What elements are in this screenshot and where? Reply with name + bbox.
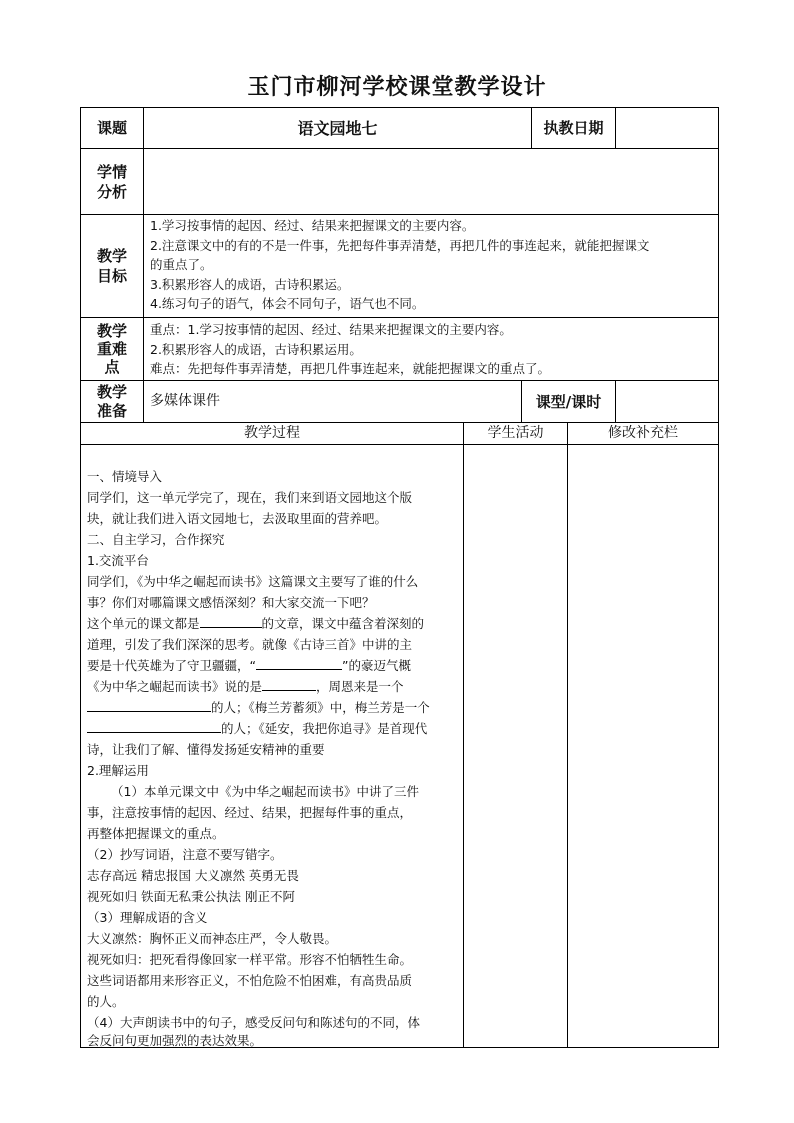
table-border-left (80, 107, 81, 1048)
analysis-label (92, 149, 132, 214)
keypoints-content (150, 320, 716, 379)
process-text: 要是十代英雄为了守卫疆疆，“ (87, 658, 256, 673)
process-line: 同学们，《为中华之崛起而读书》这篇课文主要写了谁的什么 (87, 574, 419, 589)
process-column-header: 教学过程 (244, 425, 300, 441)
process-line: 同学们，这一单元学完了，现在，我们来到语文园地这个版 (87, 490, 413, 505)
process-line: 块，就让我们进入语文园地七，去汲取里面的营养吧。 (87, 511, 388, 526)
process-line (87, 677, 459, 695)
analysis-label-text: 学情分析 (96, 162, 127, 201)
process-line: 1.交流平台 (87, 553, 149, 568)
process-text: 的人；《延安，我把你追寻》是首现代 (221, 721, 428, 736)
process-line: 道理，引发了我们深深的思考。就像《古诗三首》中讲的主 (87, 637, 413, 652)
column-divider (143, 107, 144, 423)
process-line: 视死如归：把死看得像回家一样平常。形容不怕牺牲生命。 (87, 952, 413, 967)
process-line (87, 656, 459, 674)
process-text: 的人；《梅兰芳蓄须》中，梅兰芳是一个 (211, 700, 430, 715)
goal-line: 1.学习按事情的起因、经过、结果来把握课文的主要内容。 (150, 218, 475, 233)
process-text: ，周恩来是一个 (316, 679, 404, 694)
process-line (87, 698, 459, 716)
teaching-date-value (616, 108, 718, 148)
goals-content (150, 216, 716, 314)
keypoint-line: 2.积累形容人的成语，古诗积累运用。 (150, 341, 362, 357)
goal-line: 2.注意课文中的有的不是一件事，先把每件事弄清楚，再把几件的事连起来，就能把握课文 (150, 237, 650, 253)
row-divider (80, 317, 719, 318)
student-activity-cell (464, 445, 567, 1047)
keypoints-label (92, 318, 132, 380)
teaching-date-label: 执教日期 (543, 119, 604, 137)
process-line: （2）抄写词语，注意不要写错字。 (87, 847, 283, 862)
page-title: 玉门市柳河学校课堂教学设计 (247, 75, 547, 100)
fill-blank (256, 657, 342, 670)
topic-label: 课题 (96, 119, 127, 137)
analysis-value (150, 152, 710, 210)
process-line: 会反问句更加强烈的表达效果。 (87, 1033, 263, 1048)
goal-line: 4.练习句子的语气，体会不同句子，语气也不同。 (150, 296, 425, 311)
keypoint-line: 难点：先把每件事弄清楚，再把几件事连起来，就能把握课文的重点了。 (150, 361, 551, 376)
revise-cell (568, 445, 718, 1047)
fill-blank (200, 615, 262, 628)
fill-blank (262, 678, 316, 691)
fill-blank (87, 699, 211, 712)
lesson-type-label: 课型/课时 (535, 392, 602, 411)
process-line: 二、自主学习，合作探究 (87, 532, 225, 547)
process-text: 这个单元的课文都是 (87, 616, 200, 631)
topic-value: 语文园地七 (297, 118, 378, 138)
process-line (87, 719, 459, 737)
process-line: （4）大声朗读书中的句子，感受反问句和陈述句的不同，体 (87, 1015, 420, 1030)
lesson-type-value (616, 381, 718, 422)
process-text: 的文章，课文中蕴含着深刻的 (261, 616, 425, 631)
revise-column-header: 修改补充栏 (608, 425, 678, 441)
process-line: 大义凛然：胸怀正义而神态庄严，令人敬畏。 (87, 931, 338, 946)
process-line: （1）本单元课文中《为中华之崛起而读书》中讲了三件 (111, 784, 419, 799)
process-line: 视死如归 铁面无私秉公执法 刚正不阿 (87, 889, 295, 904)
prep-label-text: 教学准备 (96, 382, 127, 420)
process-line: 再整体把握课文的重点。 (87, 826, 225, 841)
process-text: ”的豪迈气概 (341, 658, 411, 673)
keypoints-label-text: 教学重难点 (96, 322, 127, 376)
row-divider (80, 214, 719, 215)
process-line: 的人。 (87, 994, 125, 1009)
process-line: 这些词语都用来形容正义，不怕危险不怕困难，有高贵品质 (87, 973, 413, 988)
keypoint-line: 重点：1.学习按事情的起因、经过、结果来把握课文的主要内容。 (150, 322, 512, 337)
process-line: 志存高远 精忠报国 大义凛然 英勇无畏 (87, 868, 299, 883)
process-line: 诗，让我们了解、懂得发扬延安精神的重要 (87, 742, 325, 757)
process-line: 2.理解运用 (87, 763, 149, 778)
goal-line: 的重点了。 (150, 257, 213, 272)
row-divider (80, 148, 719, 149)
process-text: 《为中华之崛起而读书》说的是 (87, 679, 263, 694)
process-line: 事，注意按事情的起因、经过、结果，把握每件事的重点， (87, 805, 413, 820)
student-column-header: 学生活动 (487, 425, 544, 441)
goals-label (92, 215, 132, 317)
goals-label-text: 教学目标 (96, 247, 127, 285)
process-line (87, 614, 459, 632)
fill-blank (87, 720, 221, 733)
table-border-right (718, 107, 719, 1048)
prep-value: 多媒体课件 (150, 393, 220, 409)
process-line: （3）理解成语的含义 (87, 910, 208, 925)
prep-label (92, 381, 132, 422)
process-line: 事？你们对哪篇课文感悟深刻？和大家交流一下吧？ (87, 595, 375, 610)
process-line: 一、情境导入 (87, 469, 163, 484)
goal-line: 3.积累形容人的成语，古诗积累运。 (150, 276, 350, 292)
